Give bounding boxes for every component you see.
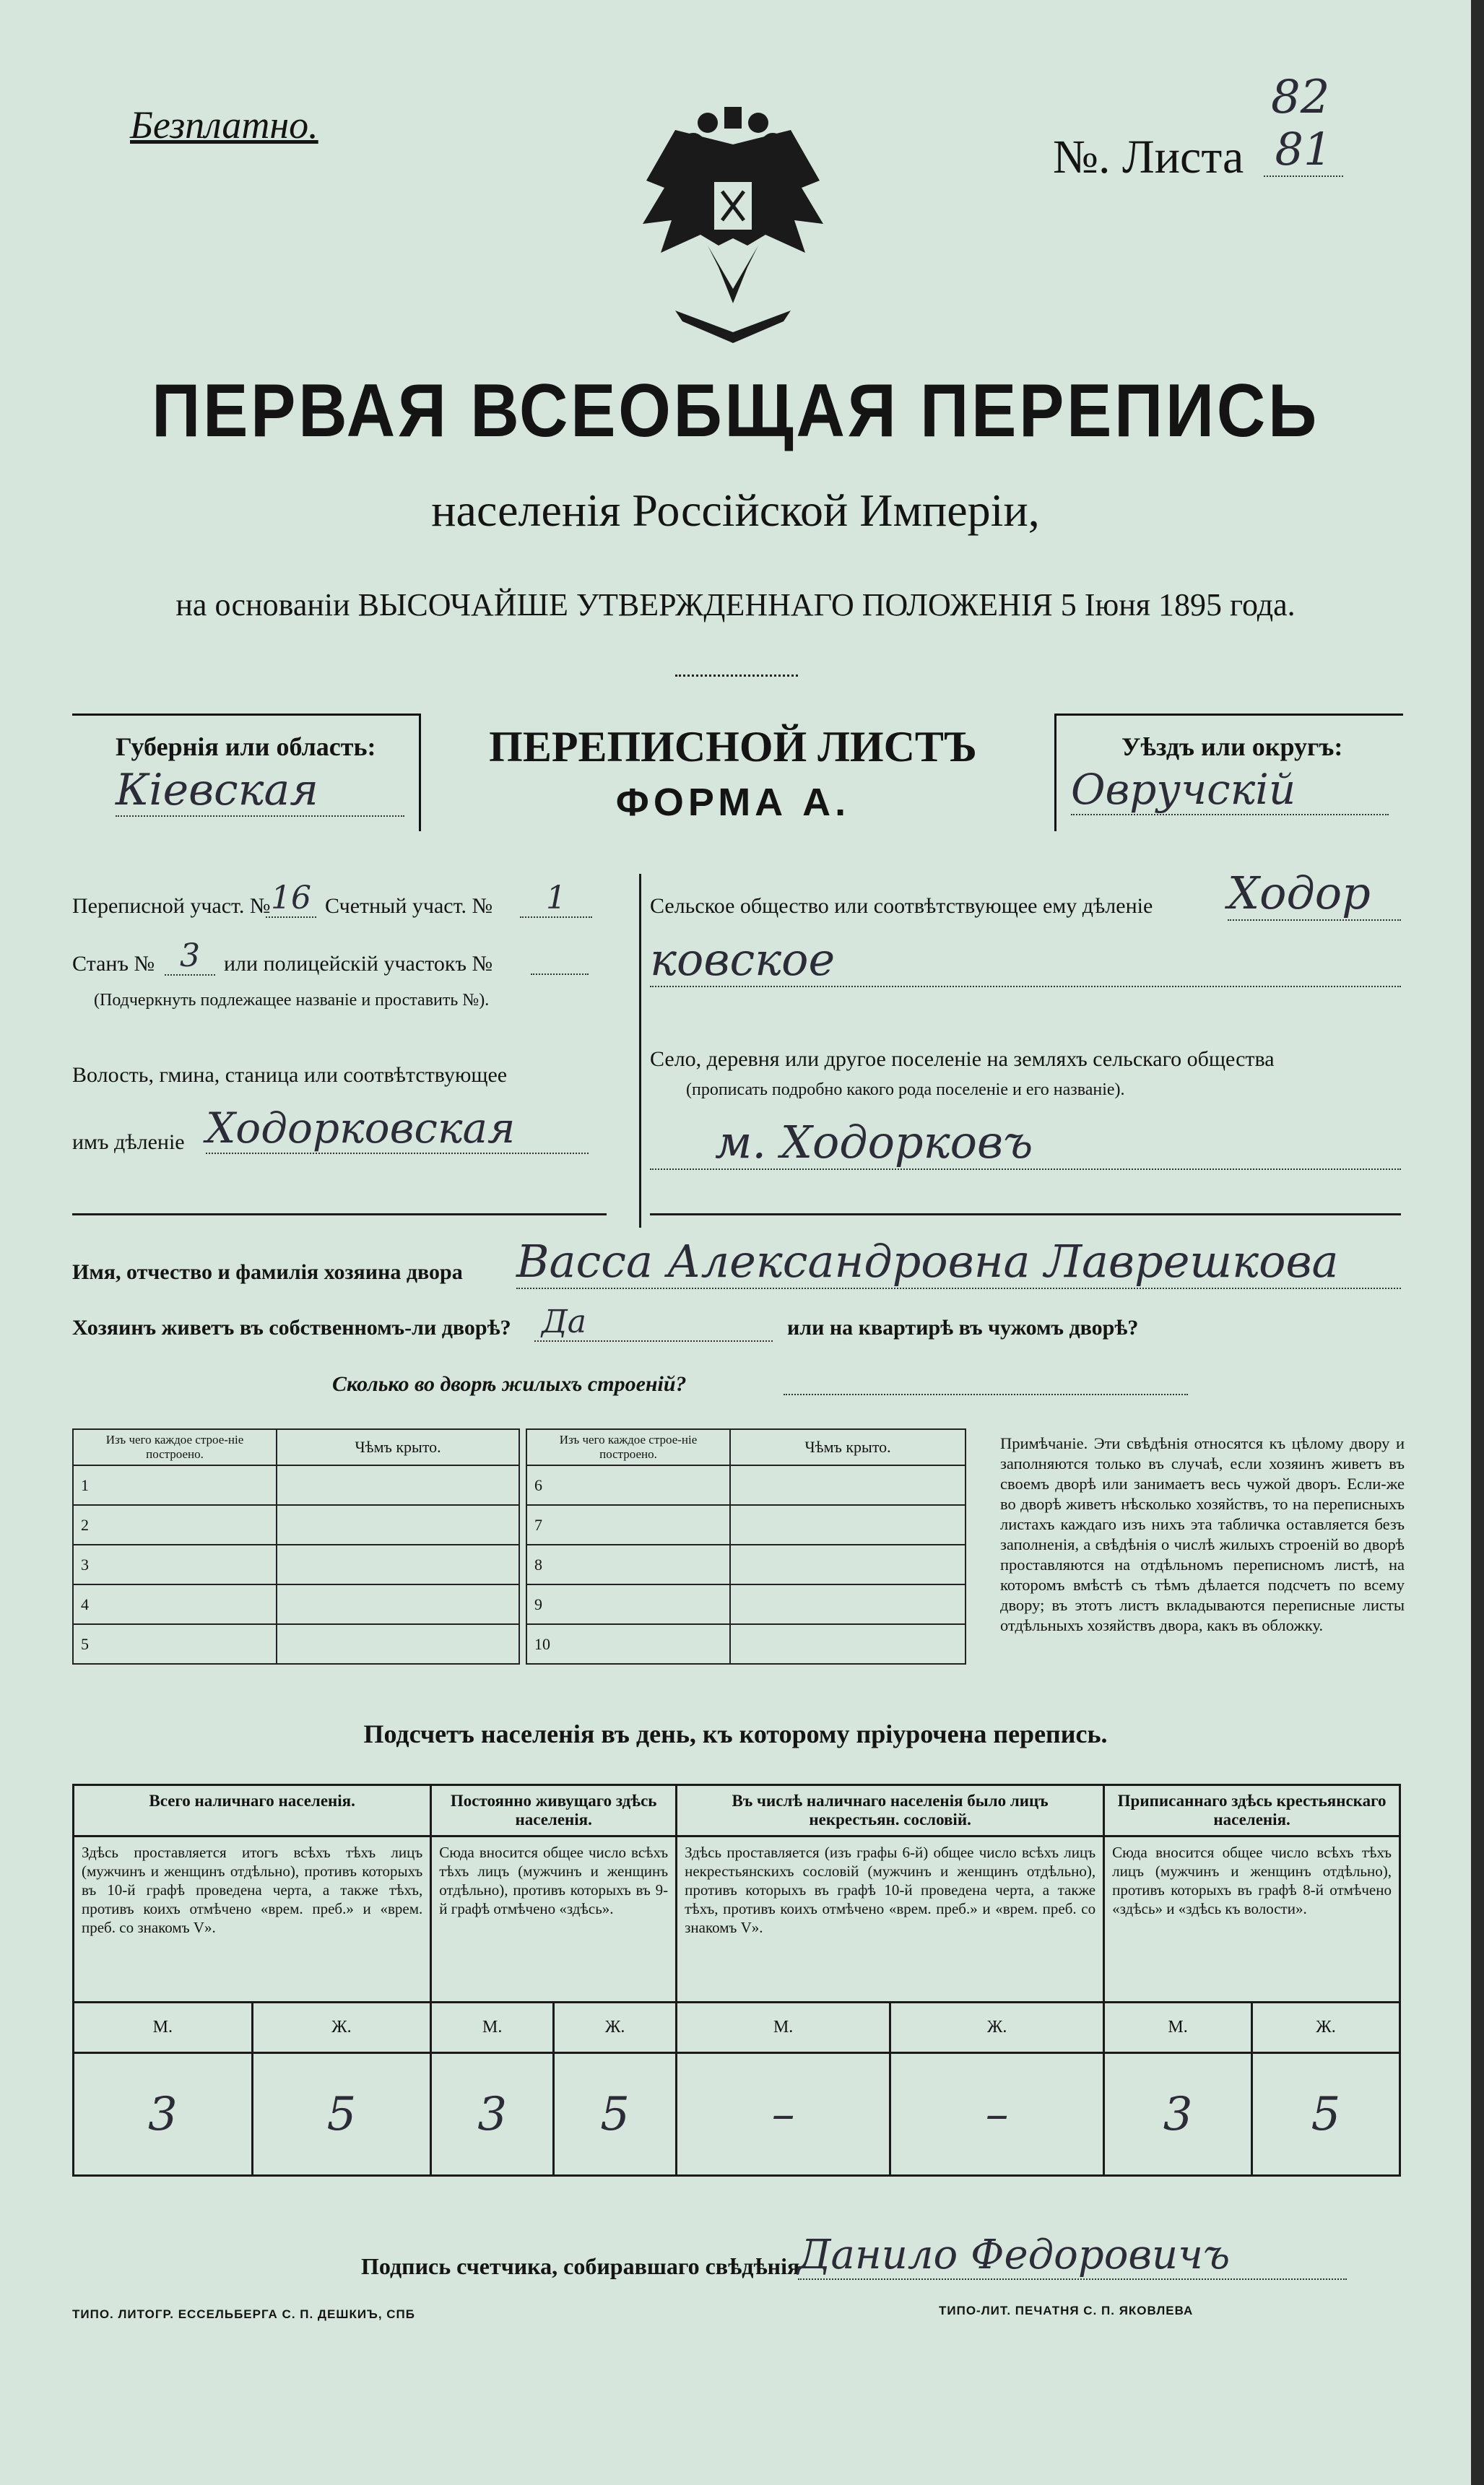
uezd-box	[1054, 714, 1403, 831]
own-yard-value: Да	[534, 1304, 773, 1342]
building-row-number: 4	[73, 1584, 277, 1624]
male-header: М.	[1104, 2003, 1252, 2053]
female-header: Ж.	[890, 2003, 1104, 2053]
census-area-value: 16	[266, 880, 316, 918]
buildings-table-right	[526, 1428, 966, 1665]
owner-name-label: Имя, отчество и фамилія хозяина двора	[72, 1260, 463, 1284]
roof-cell	[730, 1505, 966, 1545]
owner-name-value: Васса Александровна Лаврешкова	[516, 1235, 1401, 1289]
building-row-number: 10	[526, 1624, 730, 1664]
non-peasant-female-count: –	[890, 2053, 1104, 2176]
roof-cell	[277, 1584, 519, 1624]
female-header: Ж.	[1252, 2003, 1400, 2053]
column-divider	[639, 874, 641, 1228]
non-peasant-male-count: –	[677, 2053, 890, 2176]
roof-cell	[277, 1505, 519, 1545]
volost-value: Ходорковская	[206, 1103, 589, 1154]
gubernia-label: Губернія или область:	[116, 732, 376, 761]
male-header: М.	[677, 2003, 890, 2053]
imperial-eagle-emblem	[632, 101, 834, 347]
male-header: М.	[74, 2003, 253, 2053]
ornament-divider	[675, 675, 798, 677]
present-female-count: 5	[252, 2053, 431, 2176]
permanent-male-count: 3	[431, 2053, 554, 2176]
col-present-description: Здѣсь проставляется итогъ всѣхъ тѣхъ лицъ (мужчинъ и женщинъ отдѣльно), противъ которыхъ въ 10-й графѣ проведена черта, а также тѣхъ, противъ коихъ отмѣчено «врем. преб.» и «врем. преб. со знакомъ V».	[74, 1836, 431, 2003]
society-label: Сельское общество или соотвѣтствующее ему дѣленіе	[650, 894, 1153, 918]
population-table	[72, 1784, 1401, 2177]
roof-cell	[730, 1545, 966, 1584]
left-divider	[72, 1213, 607, 1215]
roof-cell	[277, 1545, 519, 1584]
stan-label: Станъ №	[72, 952, 155, 976]
uezd-label: Уѣздъ или округъ:	[1121, 732, 1343, 761]
roof-header: Чѣмъ крыто.	[730, 1429, 966, 1465]
page-title: ПЕРВАЯ ВСЕОБЩАЯ ПЕРЕПИСЬ	[152, 369, 1319, 453]
female-header: Ж.	[554, 2003, 677, 2053]
village-note: (прописать подробно какого рода поселеніе и его названіе).	[686, 1080, 1125, 1099]
gubernia-value: Кіевская	[116, 765, 404, 817]
police-label: или полицейскій участокъ №	[224, 952, 493, 976]
roof-cell	[730, 1584, 966, 1624]
building-row-number: 8	[526, 1545, 730, 1584]
form-name: ПЕРЕПИСНОЙ ЛИСТЪ	[489, 723, 977, 771]
col-non-peasant-header: Въ числѣ наличнаго населенія было лицъ некрестьян. сословій.	[677, 1785, 1104, 1836]
col-permanent-description: Сюда вносится общее число всѣхъ тѣхъ лицъ (мужчинъ и женщинъ отдѣльно), противъ которыхъ въ 9-й графѣ отмѣчено «здѣсь».	[431, 1836, 677, 2003]
village-label: Село, деревня или другое поселеніе на земляхъ сельскаго общества	[650, 1047, 1275, 1071]
col-peasant-header: Приписаннаго здѣсь крестьянскаго населенія.	[1104, 1785, 1400, 1836]
form-type: ФОРМА А.	[615, 781, 851, 824]
sheet-number-label: №. Листа	[1053, 131, 1244, 183]
village-value: м. Ходорковъ	[650, 1116, 1401, 1170]
printer-right: ТИПО-ЛИТ. ПЕЧАТНЯ С. П. ЯКОВЛЕВА	[939, 2304, 1194, 2317]
printer-left: ТИПО. ЛИТОГР. ЕССЕЛЬБЕРГА С. П. ДЕШКИЪ, СПБ	[72, 2307, 415, 2321]
right-divider	[650, 1213, 1401, 1215]
note-text: Примѣчаніе. Эти свѣдѣнія относятся къ цѣлому двору и заполняются только въ случаѣ, если хозяинъ живетъ въ своемъ дворѣ или занимаетъ весь чужой дворъ. Если-же во дворѣ живетъ нѣсколько хозяйствъ, то на переписныхъ листахъ каждаго изъ нихъ эта табличка оставляется безъ заполненія, а свѣдѣнія о числѣ жилыхъ строеній во дворѣ проставляются на отдѣльномъ переписномъ листѣ, на которомъ вмѣстѣ съ тѣмъ дѣлается подсчетъ по всему двору; въ этотъ листъ вкладываются переписные листы отдѣльныхъ хозяйствъ двора, какъ въ обложку.	[1000, 1434, 1405, 1634]
col-non-peasant-description: Здѣсь проставляется (изъ графы 6-й) общее число всѣхъ лицъ некрестьянскихъ сословій (мужчинъ и женщинъ отдѣльно), противъ которыхъ въ графѣ 10-й проведена черта, а также тѣхъ, противъ коихъ отмѣчено «врем. преб.» и «врем. преб. со знакомъ V».	[677, 1836, 1104, 2003]
gubernia-box	[72, 714, 421, 831]
sheet-number-value: 81	[1264, 123, 1343, 177]
building-row-number: 7	[526, 1505, 730, 1545]
roof-cell	[277, 1624, 519, 1664]
signature-value: Данило Федоровичъ	[798, 2232, 1347, 2280]
society-value-2: ковское	[650, 933, 1401, 987]
volost-label: Волость, гмина, станица или соотвѣтствующее	[72, 1063, 508, 1087]
male-header: М.	[431, 2003, 554, 2053]
own-yard-label: Хозяинъ живетъ въ собственномъ-ли дворѣ?	[72, 1316, 511, 1340]
count-area-value: 1	[520, 880, 592, 918]
buildings-count-line	[784, 1394, 1188, 1395]
roof-cell	[277, 1465, 519, 1505]
col-peasant-description: Сюда вносится общее число всѣхъ тѣхъ лицъ (мужчинъ и женщинъ отдѣльно), противъ которыхъ въ графѣ 8-й отмѣчено «здѣсь» и «здѣсь къ волости».	[1104, 1836, 1400, 2003]
free-label: Безплатно.	[130, 103, 318, 147]
roof-header: Чѣмъ крыто.	[277, 1429, 519, 1465]
building-row-number: 6	[526, 1465, 730, 1505]
col-present-header: Всего наличнаго населенія.	[74, 1785, 431, 1836]
building-row-number: 2	[73, 1505, 277, 1545]
legal-basis: на основаніи ВЫСОЧАЙШЕ УТВЕРЖДЕННАГО ПОЛОЖЕНІЯ 5 Іюня 1895 года.	[175, 587, 1296, 623]
building-material-header: Изъ чего каждое строе-ніе построено.	[73, 1429, 277, 1465]
uezd-value: Овручскій	[1071, 765, 1389, 815]
building-row-number: 1	[73, 1465, 277, 1505]
stan-value: 3	[165, 937, 215, 976]
volost-label-line2: имъ дѣленіе	[72, 1130, 185, 1154]
census-area-label: Переписной участ. №	[72, 894, 271, 918]
count-area-label: Счетный участ. №	[325, 894, 493, 918]
police-value-line	[531, 973, 589, 975]
rent-label: или на квартирѣ въ чужомъ дворѣ?	[787, 1316, 1139, 1340]
population-title: Подсчетъ населенія въ день, къ которому пріурочена перепись.	[363, 1719, 1108, 1748]
col-permanent-header: Постоянно живущаго здѣсь населенія.	[431, 1785, 677, 1836]
scan-edge	[1471, 0, 1484, 2485]
permanent-female-count: 5	[554, 2053, 677, 2176]
page-subtitle: населенія Россійской Имперіи,	[431, 485, 1040, 536]
building-row-number: 3	[73, 1545, 277, 1584]
society-value-1: Ходор	[1228, 867, 1401, 921]
roof-cell	[730, 1624, 966, 1664]
buildings-table-left	[72, 1428, 520, 1665]
signature-label: Подпись счетчика, собиравшаго свѣдѣнія	[361, 2253, 800, 2279]
roof-cell	[730, 1465, 966, 1505]
female-header: Ж.	[252, 2003, 431, 2053]
peasant-female-count: 5	[1252, 2053, 1400, 2176]
present-male-count: 3	[74, 2053, 253, 2176]
building-row-number: 5	[73, 1624, 277, 1664]
building-row-number: 9	[526, 1584, 730, 1624]
building-material-header: Изъ чего каждое строе-ніе построено.	[526, 1429, 730, 1465]
archive-page-number: 82	[1271, 71, 1330, 124]
buildings-count-label: Сколько во дворѣ жилыхъ строеній?	[332, 1372, 687, 1396]
underline-note: (Подчеркнуть подлежащее названіе и проставить №).	[94, 991, 490, 1010]
peasant-male-count: 3	[1104, 2053, 1252, 2176]
